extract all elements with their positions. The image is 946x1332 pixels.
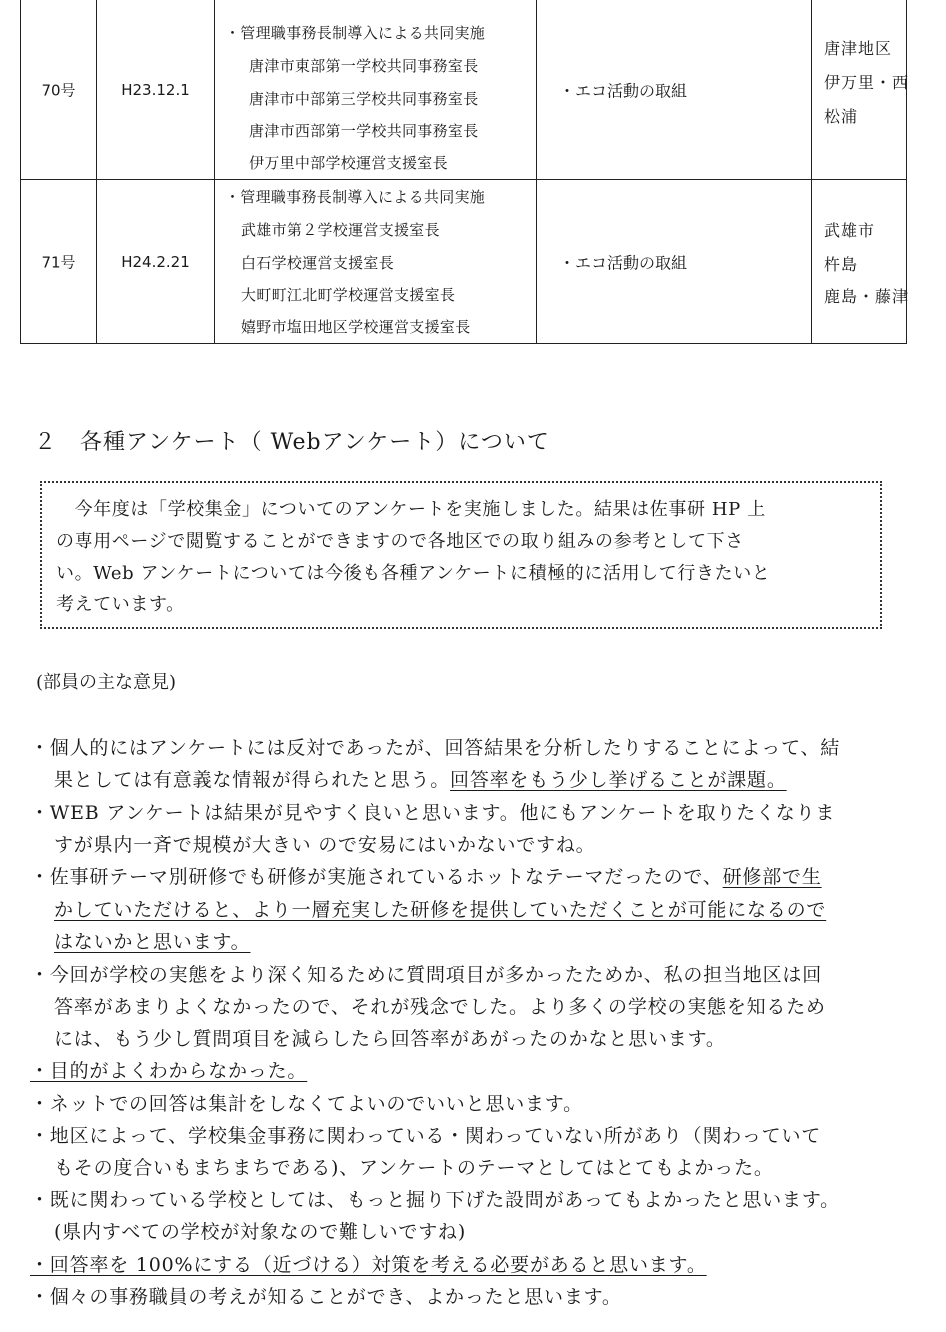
opinion-line: ・今回が学校の実態をより深く知るために質問項目が多かったためか、私の担当地区は回 — [30, 964, 823, 986]
theme-line: 唐津市東部第一学校共同事務室長 — [249, 57, 479, 75]
opinion-text: 果としては有意義な情報が得られたと思う。 — [54, 769, 451, 791]
underlined-text: 回答率をもう少し挙げることが課題。 — [450, 769, 787, 791]
issue-number-cell — [21, 0, 97, 179]
note-line: 考えています。 — [56, 594, 185, 615]
issue-date: H24.2.21 — [121, 252, 190, 271]
theme-cell — [215, 0, 537, 179]
issue-date: H23.12.1 — [121, 80, 190, 99]
note-line: の専用ページで閲覧することができますので各地区での取り組みの参考として下さ — [56, 531, 744, 552]
opinion-line: ・目的がよくわからなかった。 — [30, 1060, 308, 1082]
theme-line: 大町町江北町学校運営支援室長 — [241, 286, 456, 304]
area-line: 鹿島・藤津 — [824, 287, 910, 306]
note-line: 今年度は「学校集金」についてのアンケートを実施しました。結果は佐事研 HP 上 — [56, 499, 766, 520]
activity-cell — [537, 180, 812, 343]
opinions-title: (部員の主な意見) — [36, 672, 177, 693]
opinion-line: ・既に関わっている学校としては、もっと掘り下げた設問があってもよかったと思います。 — [30, 1189, 840, 1211]
opinion-line: (県内すべての学校が対象なので難しいですね) — [54, 1221, 467, 1243]
theme-line: ・管理職事務長制導入による共同実施 — [225, 188, 486, 206]
opinion-line — [30, 862, 822, 889]
opinion-line: ・地区によって、学校集金事務に関わっている・関わっていない所があり（関わっていて — [30, 1125, 822, 1147]
area-line: 武雄市 — [824, 221, 876, 240]
opinion-line: ・回答率を 100%にする（近づける）対策を考える必要があると思います。 — [30, 1254, 707, 1276]
opinion-text: ・佐事研テーマ別研修でも研修が実施されているホットなテーマだったので、 — [30, 866, 723, 888]
activity-text: ・エコ活動の取組 — [559, 81, 688, 100]
opinion-line: ・WEB アンケートは結果が見やすく良いと思います。他にもアンケートを取りたくなりま — [30, 802, 836, 824]
theme-line: 唐津市西部第一学校共同事務室長 — [249, 122, 479, 140]
area-line: 伊万里・西 — [824, 73, 910, 92]
area-line: 杵島 — [824, 255, 859, 274]
opinion-line: はないかと思います。 — [54, 931, 251, 953]
note-line: い。Web アンケートについては今後も各種アンケートに積極的に活用して行きたいと — [56, 563, 771, 584]
theme-line: ・管理職事務長制導入による共同実施 — [225, 24, 486, 42]
opinion-line: もその度合いもまちまちである)、アンケートのテーマとしてはとてもよかった。 — [54, 1157, 774, 1179]
area-cell — [812, 0, 910, 179]
issue-number: 71号 — [41, 253, 76, 271]
newsletter-table — [20, 0, 910, 344]
issue-number-cell — [21, 180, 97, 343]
activity-cell — [537, 0, 812, 179]
underlined-text: 研修部で生 — [722, 866, 822, 888]
date-cell — [97, 180, 215, 343]
opinion-line: ・個人的にはアンケートには反対であったが、回答結果を分析したりすることによって、結 — [30, 737, 841, 759]
opinion-line: ・ネットでの回答は集計をしなくてよいのでいいと思います。 — [30, 1093, 583, 1115]
theme-line: 伊万里中部学校運営支援室長 — [249, 154, 448, 172]
theme-cell — [215, 180, 537, 343]
opinion-line: には、もう少し質問項目を減らしたら回答率があがったのかなと思います。 — [54, 1028, 726, 1050]
table-row — [21, 180, 910, 343]
area-line: 唐津地区 — [824, 39, 893, 58]
theme-line: 白石学校運営支援室長 — [241, 254, 395, 272]
theme-line: 唐津市中部第三学校共同事務室長 — [249, 90, 479, 108]
opinion-line — [54, 765, 787, 792]
area-cell — [812, 180, 910, 343]
opinion-line: 答率があまりよくなかったので、それが残念でした。より多くの学校の実態を知るため — [54, 996, 826, 1018]
theme-line: 武雄市第２学校運営支援室長 — [241, 221, 440, 239]
activity-text: ・エコ活動の取組 — [559, 253, 688, 272]
date-cell — [97, 0, 215, 179]
area-line: 松浦 — [824, 107, 859, 126]
note-box — [40, 481, 882, 629]
opinion-line: かしていただけると、より一層充実した研修を提供していただくことが可能になるので — [54, 899, 827, 921]
issue-number: 70号 — [41, 81, 76, 99]
opinion-line: すが県内一斉で規模が大きい ので安易にはいかないですね。 — [54, 834, 596, 856]
theme-line: 嬉野市塩田地区学校運営支援室長 — [241, 318, 471, 336]
opinion-line: ・個々の事務職員の考えが知ることができ、よかったと思います。 — [30, 1286, 622, 1308]
table-row — [21, 0, 910, 180]
section-heading: ２ 各種アンケート（ Webアンケート）について — [34, 430, 550, 455]
